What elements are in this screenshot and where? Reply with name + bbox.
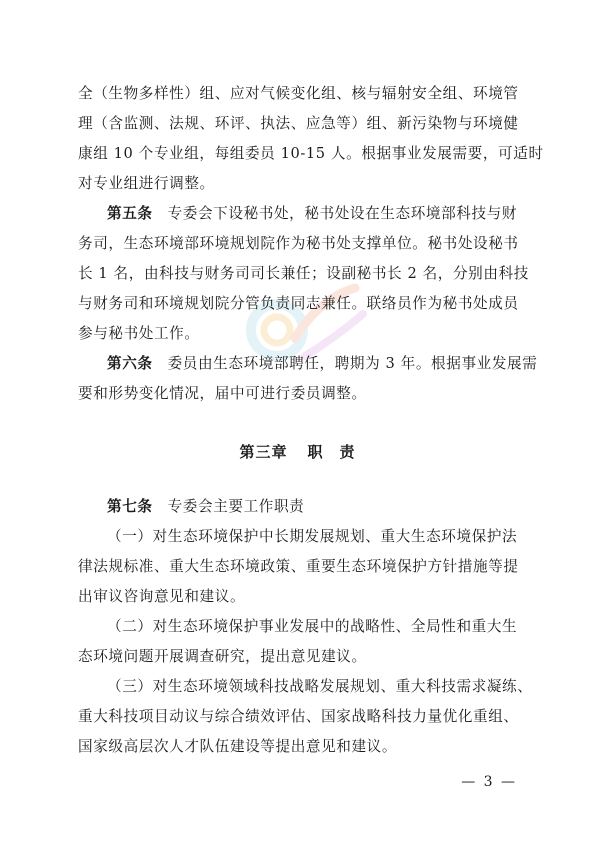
text-line: 态环境问题开展调查研究，提出意见建议。 xyxy=(78,648,367,665)
item-3-first-line: （三）对生态环境领域科技战略发展规划、重大科技需求凝练、 xyxy=(107,678,533,695)
article-7-text: 专委会主要工作职责 xyxy=(167,498,305,515)
text-line: 全（生物多样性）组、应对气候变化组、核与辐射安全组、环境管 xyxy=(78,85,519,102)
text-line: 对专业组进行调整。 xyxy=(78,175,215,192)
article-5-text: 专委会下设秘书处，秘书处设在生态环境部科技与财 xyxy=(167,205,518,222)
article-7 xyxy=(78,492,533,762)
article-6-text: 委员由生态环境部聘任，聘期为 3 年。根据事业发展需 xyxy=(167,355,538,372)
text-line: 务司，生态环境部环境规划院作为秘书处支撑单位。秘书处设秘书 xyxy=(78,235,519,252)
article-7-title: 第七条 xyxy=(107,498,153,515)
article-5 xyxy=(78,199,529,349)
text-line: 重大科技项目动议与综合绩效评估、国家战略科技力量优化重组、 xyxy=(78,708,519,725)
text-line: 理（含监测、法规、环评、执法、应急等）组、新污染物与环境健 xyxy=(78,115,519,132)
item-1-first-line: （一）对生态环境保护中长期发展规划、重大生态环境保护法 xyxy=(107,528,518,545)
article-6-title: 第六条 xyxy=(107,355,153,372)
article-6 xyxy=(78,349,538,409)
chapter-title: 职 责 xyxy=(307,443,356,461)
text-line: 长 1 名，由科技与财务司司长兼任；设副秘书长 2 名，分别由科技 xyxy=(78,265,529,282)
page-number: — 3 — xyxy=(461,774,517,790)
text-line: 要和形势变化情况，届中可进行委员调整。 xyxy=(78,385,367,402)
item-2-first-line: （二）对生态环境保护事业发展中的战略性、全局性和重大生 xyxy=(107,618,518,635)
article-7-first-line xyxy=(78,492,518,522)
text-line: 国家级高层次人才队伍建设等提出意见和建议。 xyxy=(78,738,398,755)
text-line: 与财务司和环境规划院分管负责同志兼任。联络员作为秘书处成员 xyxy=(78,295,519,312)
article-5-title: 第五条 xyxy=(107,205,153,222)
section-professional-groups xyxy=(78,79,544,199)
text-line: 律法规标准、重大生态环境政策、重要生态环境保护方针措施等提 xyxy=(78,558,519,575)
text-line: 康组 10 个专业组，每组委员 10-15 人。根据事业发展需要，可适时 xyxy=(78,145,544,162)
chapter-number: 第三章 xyxy=(239,443,288,461)
text-line: 参与秘书处工作。 xyxy=(78,325,200,342)
chapter-heading xyxy=(0,441,595,462)
article-6-first-line xyxy=(78,349,538,379)
text-line: 出审议咨询意见和建议。 xyxy=(78,588,246,605)
article-5-first-line xyxy=(78,199,518,229)
